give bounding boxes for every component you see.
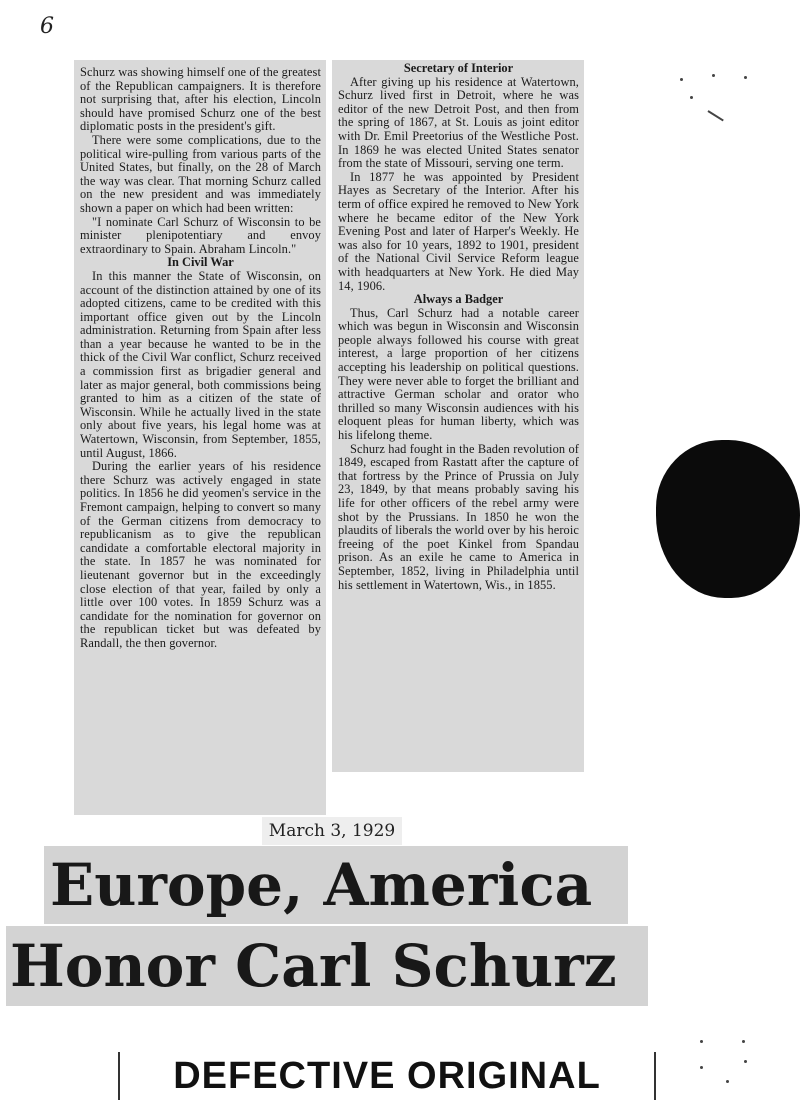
subheading-always-a-badger: Always a Badger bbox=[413, 292, 504, 307]
scan-speck bbox=[744, 76, 747, 79]
quote-paragraph: "I nominate Carl Schurz of Wisconsin to be minister plenipotentiary and envoy extraordinary to Spain. Abraham Lincoln." bbox=[80, 214, 321, 256]
paragraph: In this manner the State of Wisconsin, on account of the distinction attained by one of its adopted citizens, came to be credited with this important office given out by the Lincoln administration. Returning from Spain after less than a year because he wanted to be in the thick of the Civil War conflict, Schurz received a commission first as brigadier general and later as major general, both commissions being granted to him as a citizen of the state of Wisconsin. While he actually lived in the state only about five years, his legal home was at Watertown, Wisconsin, from September, 1855, until August, 1866. bbox=[80, 268, 321, 460]
page-number: 6 bbox=[40, 14, 54, 39]
paragraph: Schurz was showing himself one of the greatest of the Republican campaigners. It is therefore not surprising that, after his election, Lincoln should have promised Schurz one of the best diplomatic posts in the president's gift. bbox=[80, 65, 321, 134]
headline-line-2: Honor Carl Schurz bbox=[6, 926, 648, 1006]
article-column-left bbox=[74, 60, 326, 815]
paragraph: In 1877 he was appointed by President Hayes as Secretary of the Interior. After his term of office expired he removed to New York where he became editor of the New York Evening Post and later of Harper's Weekly. He was also for 10 years, 1892 to 1901, president of the National Civil Service Reform league with headquarters at New York. He died May 14, 1906. bbox=[338, 169, 579, 293]
paragraph: Thus, Carl Schurz had a notable career which was begun in Wisconsin and Wisconsin people always followed his course with great interest, a large proportion of her citizens accepting his leadership on political questions. They were never able to forget the brilliant and attractive German scholar and orator who thrilled so many Wisconsin audiences with his eloquent pleas for human liberty, which was his lifelong theme. bbox=[338, 305, 579, 443]
scan-speck bbox=[712, 74, 715, 77]
scan-mark bbox=[707, 110, 723, 121]
defective-original-stamp: DEFECTIVE ORIGINAL bbox=[118, 1052, 656, 1100]
scan-speck bbox=[700, 1066, 703, 1069]
headline-line-1: Europe, America bbox=[44, 846, 628, 924]
scan-speck bbox=[690, 96, 693, 99]
paragraph: Schurz had fought in the Baden revolution of 1849, escaped from Rastatt after the capture of that fortress by the Prince of Prussia on July 23, 1849, by that means probably saving his life for other officers of the rebel army were shot by the Prussians. In 1850 he won the plaudits of liberals the world over by his heroic freeing of the poet Kinkel from Spandau prison. As an exile he came to America in September, 1852, living in Philadelphia until his settlement in Watertown, Wis., in 1855. bbox=[338, 441, 579, 592]
paragraph: After giving up his residence at Watertown, Schurz lived first in Detroit, where he was editor of the new Detroit Post, and then from the spring of 1867, at St. Louis as joint editor with Dr. Emil Preetorius of the Westliche Post. In 1869 he was elected United States senator from the state of Missouri, serving one term. bbox=[338, 74, 579, 171]
subheading-in-civil-war: In Civil War bbox=[167, 255, 234, 270]
scan-speck bbox=[700, 1040, 703, 1043]
scan-speck bbox=[726, 1080, 729, 1083]
ink-blot bbox=[656, 440, 800, 598]
dateline: March 3, 1929 bbox=[262, 817, 402, 845]
scan-speck bbox=[744, 1060, 747, 1063]
paragraph: During the earlier years of his residence there Schurz was actively engaged in state politics. In 1856 he did yeomen's service in the Fremont campaign, helping to convert so many of the German citizens from democracy to republicanism as to give the republican candidate a comfortable electoral majority in the state. In 1857 he was nominated for lieutenant governor but in the exceedingly close election of that year, failed by only a little over 100 votes. In 1859 Schurz was a candidate for the nomination for governor on the republican ticket but was defeated by Randall, the then governor. bbox=[80, 459, 321, 650]
scan-speck bbox=[742, 1040, 745, 1043]
scan-speck bbox=[680, 78, 683, 81]
article-column-right bbox=[332, 60, 584, 772]
subheading-secretary-of-interior: Secretary of Interior bbox=[403, 61, 514, 75]
paragraph: There were some complications, due to the political wire-pulling from various parts of the United States, but finally, on the 28 of March the way was clear. That morning Schurz called on the new president and was immediately shown a paper on which had been written: bbox=[80, 132, 321, 215]
